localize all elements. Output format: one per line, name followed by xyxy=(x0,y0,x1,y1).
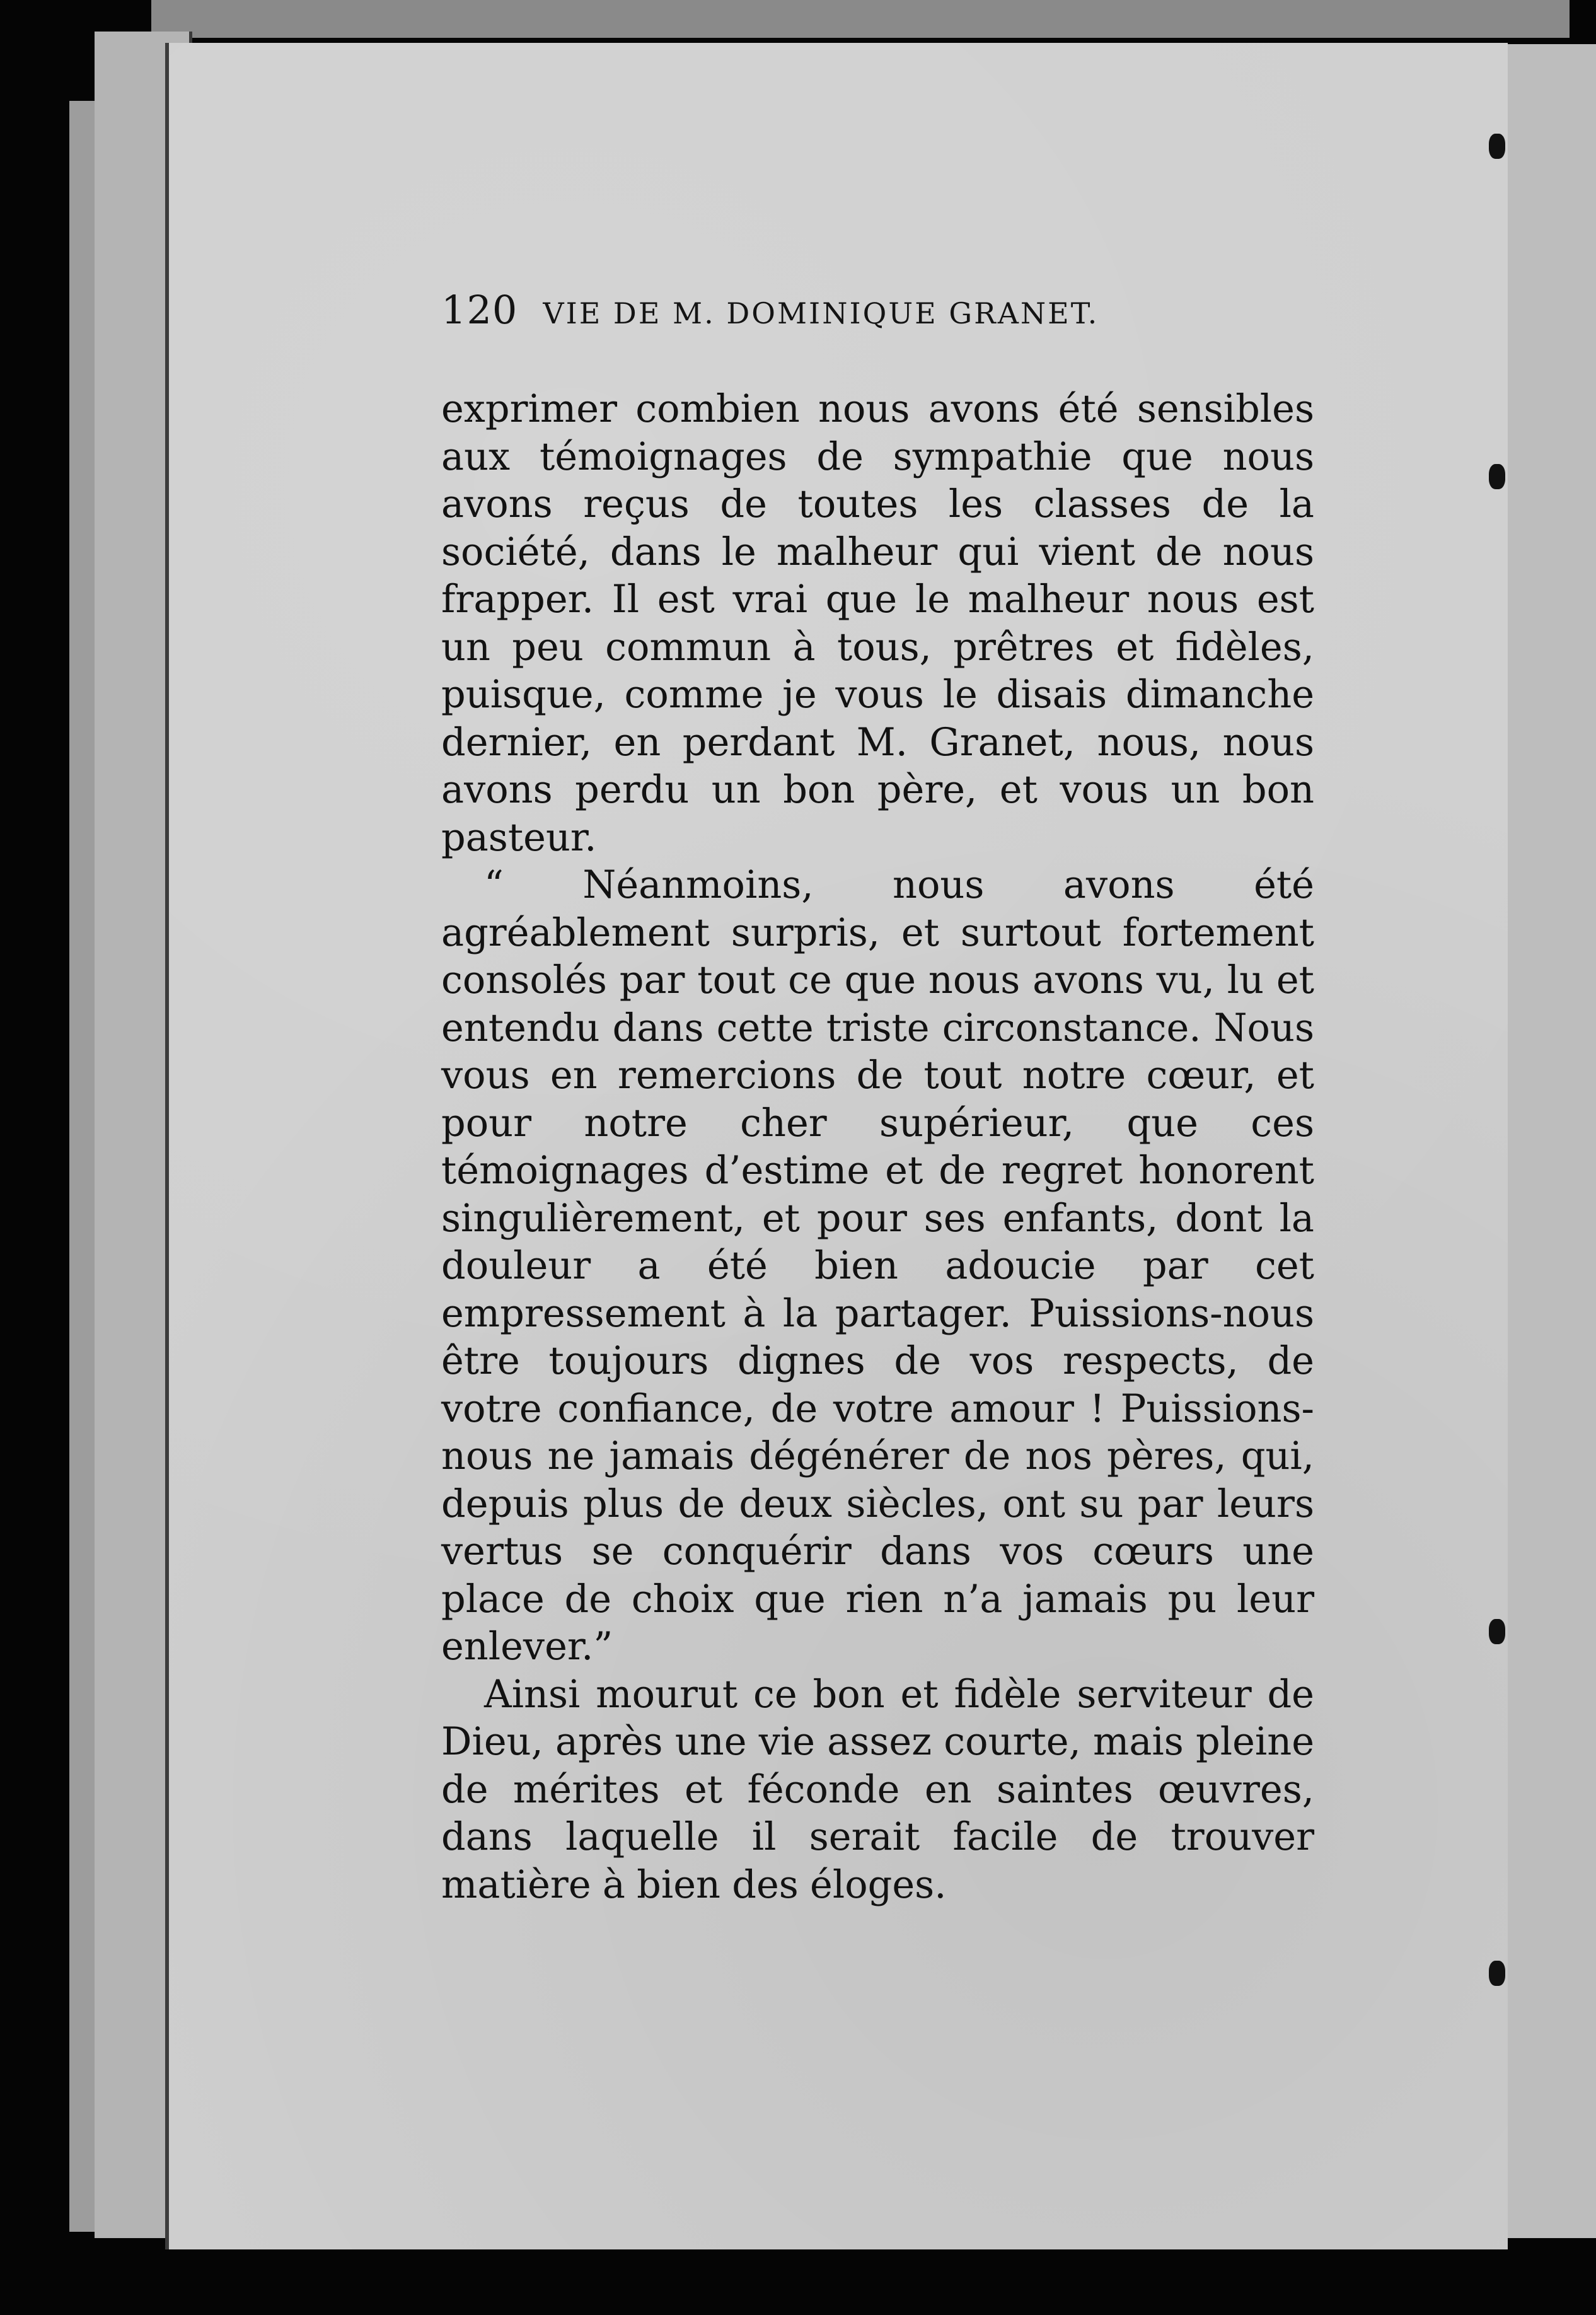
page-number: 120 xyxy=(441,287,518,333)
running-header xyxy=(441,287,1210,337)
binding-mark xyxy=(1489,464,1505,489)
facing-page-edge xyxy=(1500,44,1596,2238)
paragraph: Ainsi mourut ce bon et fidèle serviteur de Dieu, après une vie assez courte, mais pleine de mérites et féconde en saintes œuvres, dans laquelle il serait facile de trouver matière à bien des éloges. xyxy=(441,1672,1314,1907)
body-text xyxy=(441,386,1314,1909)
running-title: VIE DE M. DOMINIQUE GRANET. xyxy=(543,296,1099,330)
binding-mark xyxy=(1489,134,1505,159)
binding-mark xyxy=(1489,1961,1505,1986)
paragraph: exprimer combien nous avons été sensibles aux témoignages de sympathie que nous avons reçus de toutes les classes de la société, dans le malheur qui vient de nous frapper. Il est vrai que le malheur nous est un peu commun à tous, prêtres et fidèles, puisque, comme je vous le disais dimanche dernier, en perdant M. Granet, nous, nous avons perdu un bon père, et vous un bon pasteur. xyxy=(441,387,1314,860)
binding-mark xyxy=(1489,1619,1505,1644)
scan-top-edge xyxy=(151,0,1570,38)
paragraph: “ Néanmoins, nous avons été agréablement surpris, et surtout fortement consolés par tout ce que nous avons vu, lu et entendu dans cette triste circonstance. Nous vous en remercions de tout notre cœur, et pour notre cher supérieur, que ces témoignages d’estime et de regret honorent singulièrement, et pour ses enfants, dont la douleur a été bien adoucie par cet empressement à la partager. Puissions-nous être toujours dignes de vos respects, de votre confiance, de votre amour ! Puissions-nous ne jamais dégénérer de nos pères, qui, depuis plus de deux siècles, ont su par leurs vertus se conquérir dans vos cœurs une place de choix que rien n’a jamais pu leur enlever.” xyxy=(441,863,1314,1669)
